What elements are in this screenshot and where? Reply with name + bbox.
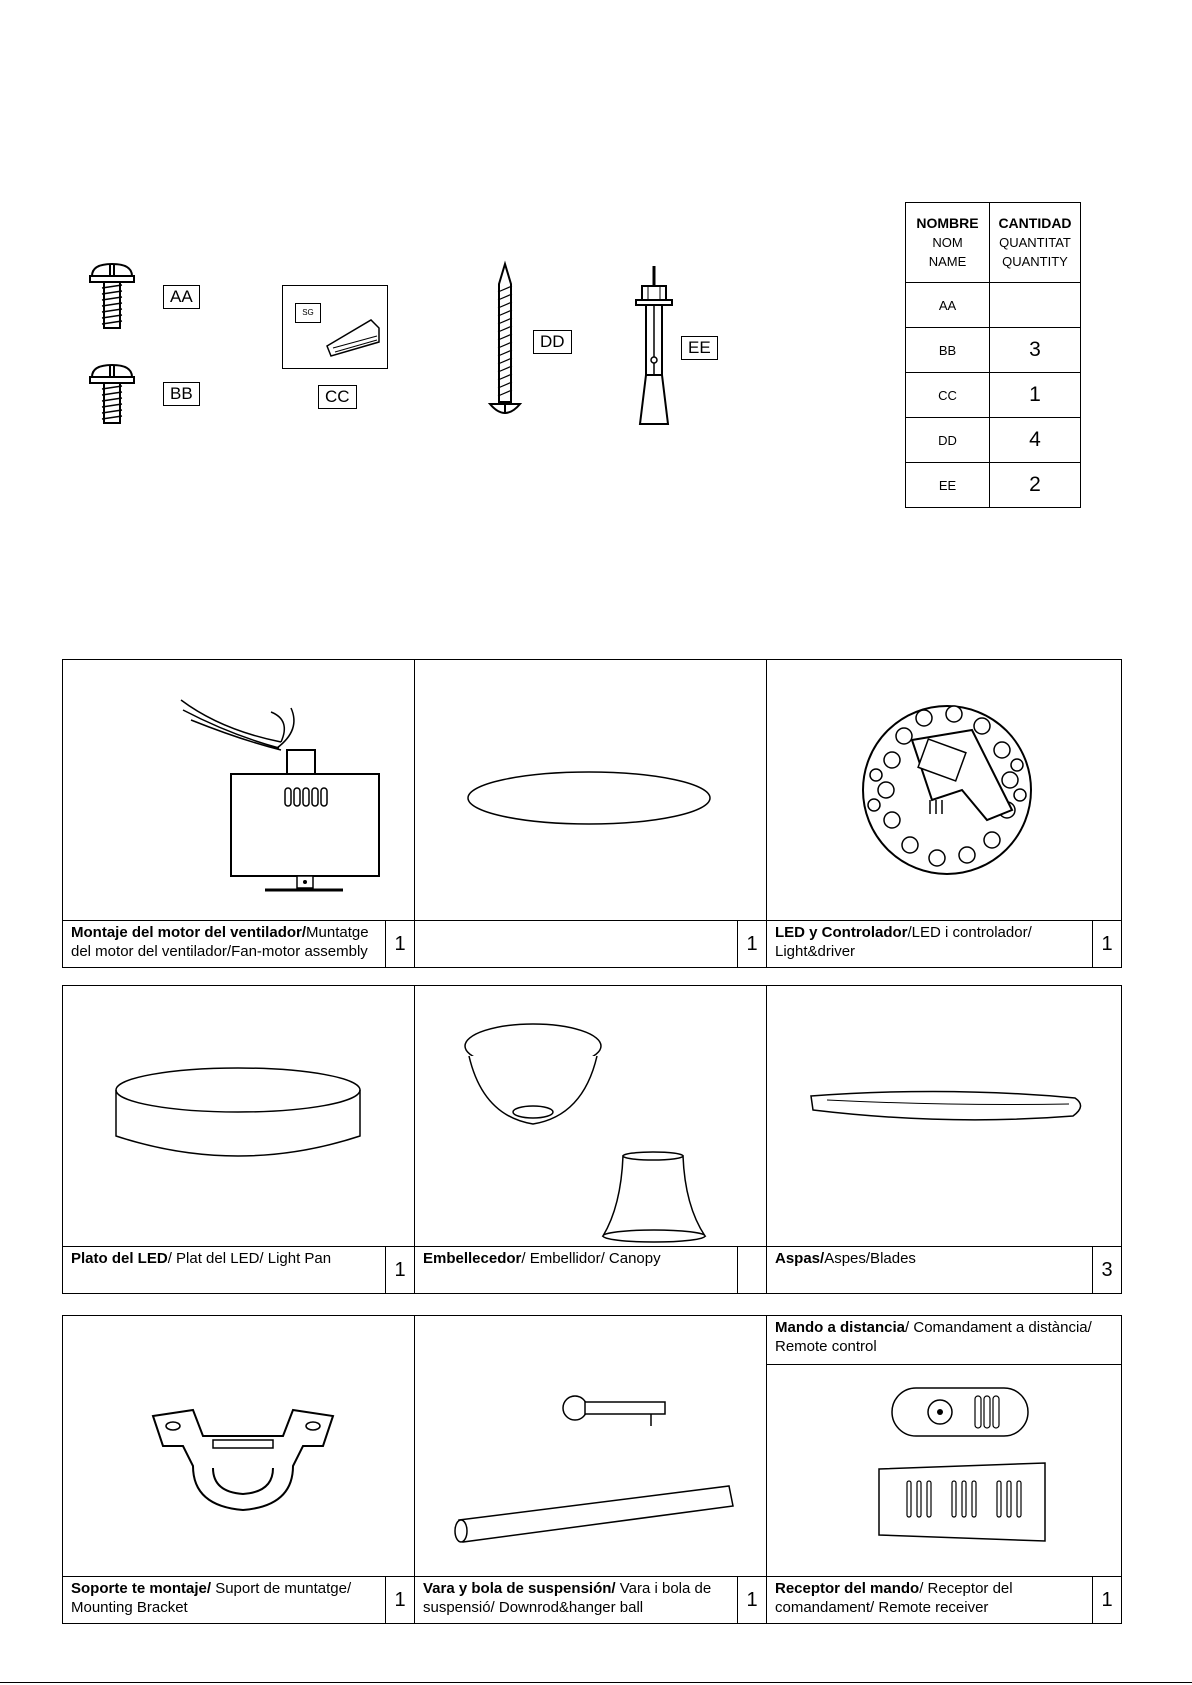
- part-caption: [767, 1576, 1121, 1623]
- row-name: AA: [906, 283, 990, 328]
- quantity-table-header: [906, 203, 1081, 283]
- anchor-bolt-ee-icon: [634, 266, 674, 426]
- part-quantity: 1: [737, 921, 766, 967]
- label-cc: CC: [318, 385, 357, 409]
- remote-header: [767, 1316, 1121, 1365]
- part-description: Plato del LED/ Plat del LED/ Light Pan: [71, 1250, 332, 1267]
- quantity-table: [905, 202, 1081, 508]
- header-qty-es: CANTIDAD: [998, 215, 1072, 231]
- part-quantity: [737, 1247, 766, 1293]
- header-name-ca: NOM: [932, 235, 963, 250]
- row-qty: 4: [990, 418, 1081, 463]
- part-quantity: 3: [1092, 1247, 1121, 1293]
- part-description: Vara y bola de suspensión/ Vara i bola de suspensió/ Downrod&hanger ball: [423, 1580, 712, 1616]
- part-description: Montaje del motor del ventilador/Muntatge del motor del ventilador/Fan-motor assembly: [71, 924, 369, 960]
- part-canopy: [415, 986, 767, 1293]
- part-remote: [767, 1316, 1121, 1623]
- cc-box-label: SG: [295, 303, 321, 323]
- wire-connector-box: [282, 285, 388, 369]
- part-blades: [767, 986, 1121, 1293]
- table-row: [906, 463, 1081, 508]
- table-row: [906, 328, 1081, 373]
- parts-row-3: [62, 1315, 1122, 1624]
- part-fan-motor: [63, 660, 415, 967]
- table-row: [906, 283, 1081, 328]
- part-caption: [63, 920, 414, 967]
- mounting-bracket-illustration: [143, 1406, 343, 1526]
- screw-aa-icon: [88, 262, 138, 332]
- part-light-pan: [63, 986, 415, 1293]
- part-quantity: 1: [1092, 921, 1121, 967]
- header-name-cell: [906, 203, 990, 283]
- part-description: LED y Controlador/LED i controlador/ Light&driver: [775, 924, 1032, 960]
- part-caption: [767, 1246, 1121, 1293]
- remote-control-illustration: [890, 1386, 1030, 1438]
- parts-row-2: [62, 985, 1122, 1294]
- part-caption: [415, 920, 766, 967]
- label-aa: AA: [163, 285, 200, 309]
- part-caption: [63, 1576, 414, 1623]
- hardware-section: [0, 0, 900, 460]
- row-name: EE: [906, 463, 990, 508]
- light-pan-illustration: [113, 1066, 363, 1166]
- part-quantity: 1: [1092, 1577, 1121, 1623]
- part-caption: [767, 920, 1121, 967]
- row-name: CC: [906, 373, 990, 418]
- part-caption: [415, 1246, 766, 1293]
- header-name-es: NOMBRE: [916, 215, 979, 231]
- header-qty-ca: QUANTITAT: [999, 235, 1071, 250]
- receiver-illustration: [877, 1461, 1047, 1543]
- remote-description: Mando a distancia/ Comandament a distància/ Remote control: [775, 1319, 1092, 1355]
- blade-illustration: [807, 1086, 1087, 1146]
- wood-screw-dd-icon: [490, 264, 520, 420]
- row-name: DD: [906, 418, 990, 463]
- led-driver-illustration: [862, 690, 1032, 890]
- page-bottom-rule: [0, 1682, 1192, 1683]
- wire-connector-icon: [323, 316, 383, 360]
- row-name: BB: [906, 328, 990, 373]
- part-quantity: 1: [385, 1577, 414, 1623]
- screw-bb-icon: [88, 363, 138, 427]
- row-qty: [990, 283, 1081, 328]
- label-bb: BB: [163, 382, 200, 406]
- label-dd: DD: [533, 330, 572, 354]
- header-qty-cell: [990, 203, 1081, 283]
- header-qty-en: QUANTITY: [1002, 254, 1068, 269]
- part-led-driver: [767, 660, 1121, 967]
- part-description: Receptor del mando/ Receptor del comandament/ Remote receiver: [775, 1580, 1013, 1616]
- fan-motor-illustration: [121, 690, 381, 890]
- part-caption: [63, 1246, 414, 1293]
- part-description: Soporte te montaje/ Suport de muntatge/ Mounting Bracket: [71, 1580, 352, 1616]
- downrod-illustration: [455, 1386, 735, 1566]
- part-quantity: 1: [737, 1577, 766, 1623]
- ellipse-illustration: [467, 770, 717, 830]
- part-quantity: 1: [385, 1247, 414, 1293]
- part-quantity: 1: [385, 921, 414, 967]
- row-qty: 1: [990, 373, 1081, 418]
- part-description: Aspas/Aspes/Blades: [775, 1250, 916, 1267]
- part-mounting-bracket: [63, 1316, 415, 1623]
- table-row: [906, 418, 1081, 463]
- row-qty: 2: [990, 463, 1081, 508]
- part-description: Embellecedor/ Embellidor/ Canopy: [423, 1250, 661, 1267]
- table-row: [906, 373, 1081, 418]
- label-ee: EE: [681, 336, 718, 360]
- part-unnamed: [415, 660, 767, 967]
- row-qty: 3: [990, 328, 1081, 373]
- canopy-illustration: [463, 1016, 713, 1246]
- parts-row-1: [62, 659, 1122, 968]
- part-caption: [415, 1576, 766, 1623]
- header-name-en: NAME: [928, 254, 967, 269]
- part-downrod: [415, 1316, 767, 1623]
